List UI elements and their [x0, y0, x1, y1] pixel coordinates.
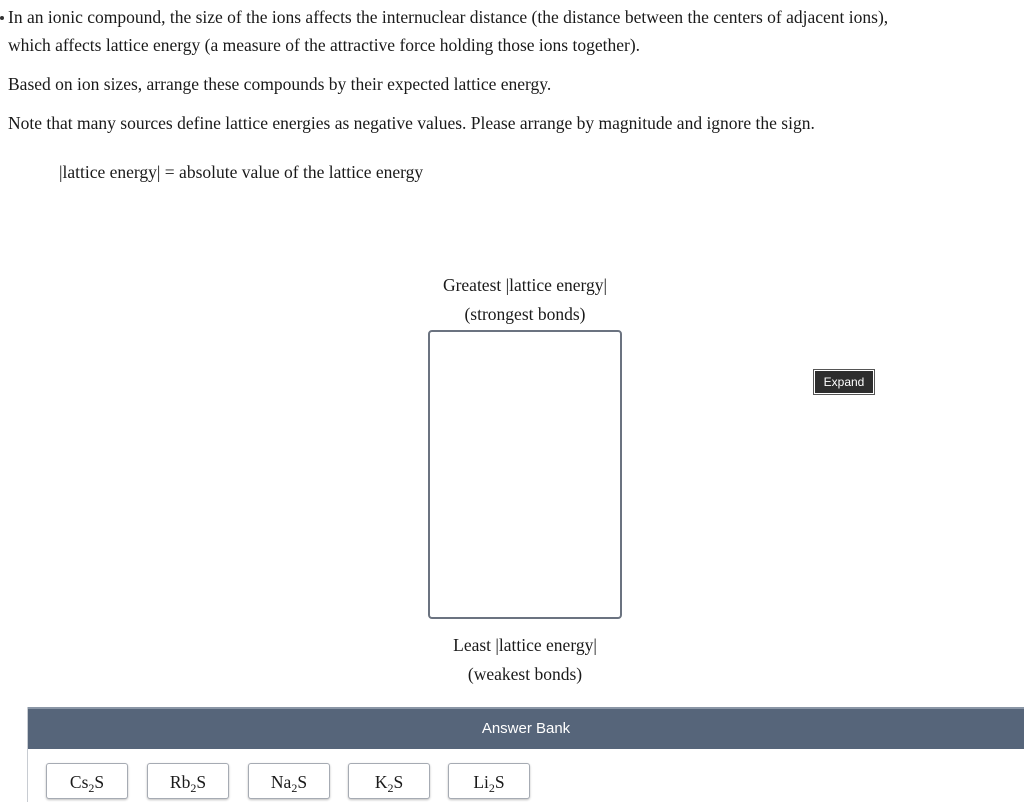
least-rank-label	[424, 631, 626, 689]
chip-anion: S	[494, 772, 505, 792]
answer-chip-rb2s[interactable]	[147, 763, 229, 799]
chip-anion: S	[94, 772, 105, 792]
greatest-rank-label	[424, 271, 626, 329]
answer-bank-title: Answer Bank	[481, 720, 571, 737]
answer-chip-na2s[interactable]	[248, 763, 330, 799]
chip-subscript: 2	[190, 781, 197, 795]
chip-subscript: 2	[88, 781, 95, 795]
expand-button[interactable]: Expand	[814, 370, 874, 394]
answer-bank-header	[28, 707, 1024, 749]
chip-anion: S	[196, 772, 207, 792]
least-rank-label-line-2: (weakest bonds)	[467, 664, 583, 684]
instruction-paragraph-1-line-1: In an ionic compound, the size of the ions affects the internuclear distance (the distance between the centers of adjacent ions),	[8, 7, 889, 27]
chip-element: K	[374, 772, 388, 792]
answer-bank	[27, 707, 1024, 802]
chip-element: Rb	[169, 772, 191, 792]
chip-anion: S	[297, 772, 308, 792]
answer-chip-k2s[interactable]	[348, 763, 430, 799]
chip-element: Cs	[69, 772, 89, 792]
ranking-drop-zone[interactable]	[428, 330, 622, 619]
answer-chip-cs2s[interactable]	[46, 763, 128, 799]
instruction-paragraph-2: Based on ion sizes, arrange these compounds by their expected lattice energy.	[8, 74, 552, 94]
chip-subscript: 2	[387, 781, 394, 795]
chip-element: Li	[473, 772, 489, 792]
greatest-rank-label-line-1: Greatest |lattice energy|	[442, 275, 608, 295]
instruction-paragraph-1	[8, 3, 888, 59]
lattice-energy-definition: |lattice energy| = absolute value of the lattice energy	[59, 162, 424, 182]
answer-chip-li2s[interactable]	[448, 763, 530, 799]
bullet-marker	[0, 16, 4, 20]
instruction-paragraph-1-line-2: which affects lattice energy (a measure of the attractive force holding those ions together).	[8, 35, 641, 55]
least-rank-label-line-1: Least |lattice energy|	[453, 635, 597, 655]
chip-element: Na	[270, 772, 292, 792]
chip-anion: S	[393, 772, 404, 792]
chip-subscript: 2	[291, 781, 298, 795]
greatest-rank-label-line-2: (strongest bonds)	[464, 304, 586, 324]
instruction-paragraph-3: Note that many sources define lattice energies as negative values. Please arrange by magnitude and ignore the sign.	[8, 113, 815, 133]
chip-subscript: 2	[488, 781, 495, 795]
